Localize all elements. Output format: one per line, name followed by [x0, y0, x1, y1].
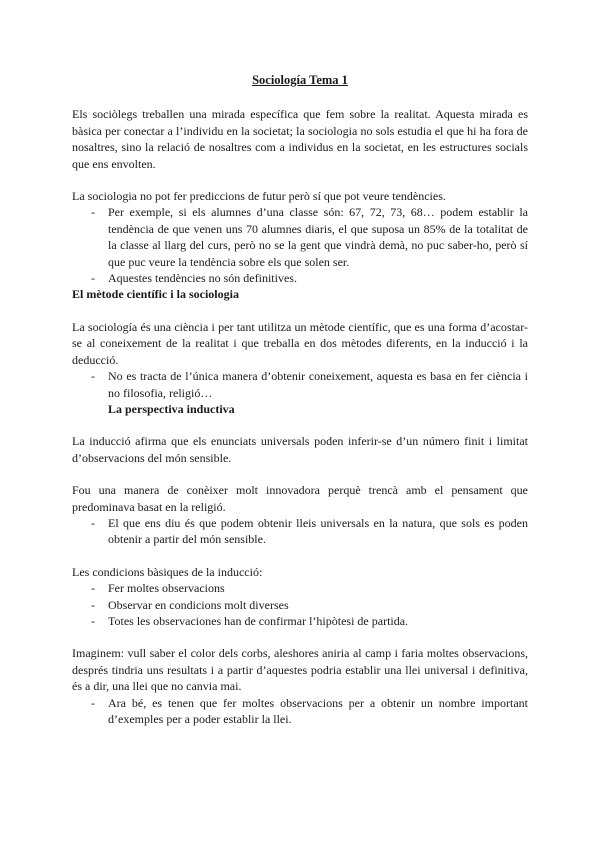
- history-paragraph: Fou una manera de conèixer molt innovadora perquè trencà amb el pensament que predominava basat en la religió.: [72, 483, 528, 514]
- conditions-intro: Les condicions bàsiques de la inducció:: [72, 564, 263, 579]
- prediction-list: [72, 204, 528, 286]
- page-title: Sociología Tema 1: [252, 73, 348, 87]
- list-item: - Totes les observaciones han de confirmar l’hipòtesi de partida.: [108, 613, 528, 629]
- list-item: - Observar en condicions molt diverses: [108, 597, 528, 613]
- list-item: - Fer moltes observacions: [108, 580, 528, 596]
- list-item: - Ara bé, es tenen que fer moltes observacions per a obtenir un nombre important d’exemples per a poder establir la llei.: [108, 695, 528, 728]
- prediction-paragraph: La sociologia no pot fer prediccions de futur però sí que pot veure tendències.: [72, 189, 446, 204]
- method-paragraph: La sociología és una ciència i per tant utilitza un mètode científic, que es una forma d’acostar-se al coneixement de la realitat i que treballa en dos mètodes diferents, en la inducció i la deducció.: [72, 319, 528, 367]
- list-item: - El que ens diu és que podem obtenir lleis universals en la natura, que sols es poden obtenir a partir del món sensible.: [108, 515, 528, 548]
- intro-paragraph: Els sociòlegs treballen una mirada específica que fem sobre la realitat. Aquesta mirada es bàsica per conectar a l’individu en la societat; la sociologia no sols estudia el que hi ha fora de nosaltres, sino la relació de nosaltres com a individus en la societat, en les estructures socials que ens envolten.: [72, 107, 528, 171]
- example-list: [72, 695, 528, 728]
- induction-paragraph: La inducció afirma que els enunciats universals poden inferir-se d’un número finit i limitat d’observacions del món sensible.: [72, 434, 528, 465]
- example-paragraph: Imaginem: vull saber el color dels corbs, aleshores aniria al camp i faria moltes observacions, després tindria uns resultats i a partir d’aquestes podria establir una llei universal i definitiva, és a dir, una llei que no canvia mai.: [72, 646, 528, 694]
- section-heading-inductive: La perspectiva inductiva: [108, 401, 235, 416]
- list-item: - Aquestes tendències no són definitives.: [108, 270, 528, 286]
- list-item: - No es tracta de l’única manera d’obtenir coneixement, aquesta es basa en fer ciència i no filosofia, religió…: [108, 368, 528, 401]
- history-list: [72, 515, 528, 548]
- conditions-list: [72, 580, 528, 629]
- method-list: [72, 368, 528, 401]
- section-heading-method: El mètode científic i la sociologia: [72, 287, 239, 302]
- list-item: - Per exemple, si els alumnes d’una classe són: 67, 72, 73, 68… podem establir la tendència de que venen uns 70 alumnes diaris, el que suposa un 85% de la totalitat de la classe al llarg del curs, però no se la gent que vindrà demà, no puc saber-ho, però sí que puc veure la tendència sobre els que solen ser.: [108, 204, 528, 270]
